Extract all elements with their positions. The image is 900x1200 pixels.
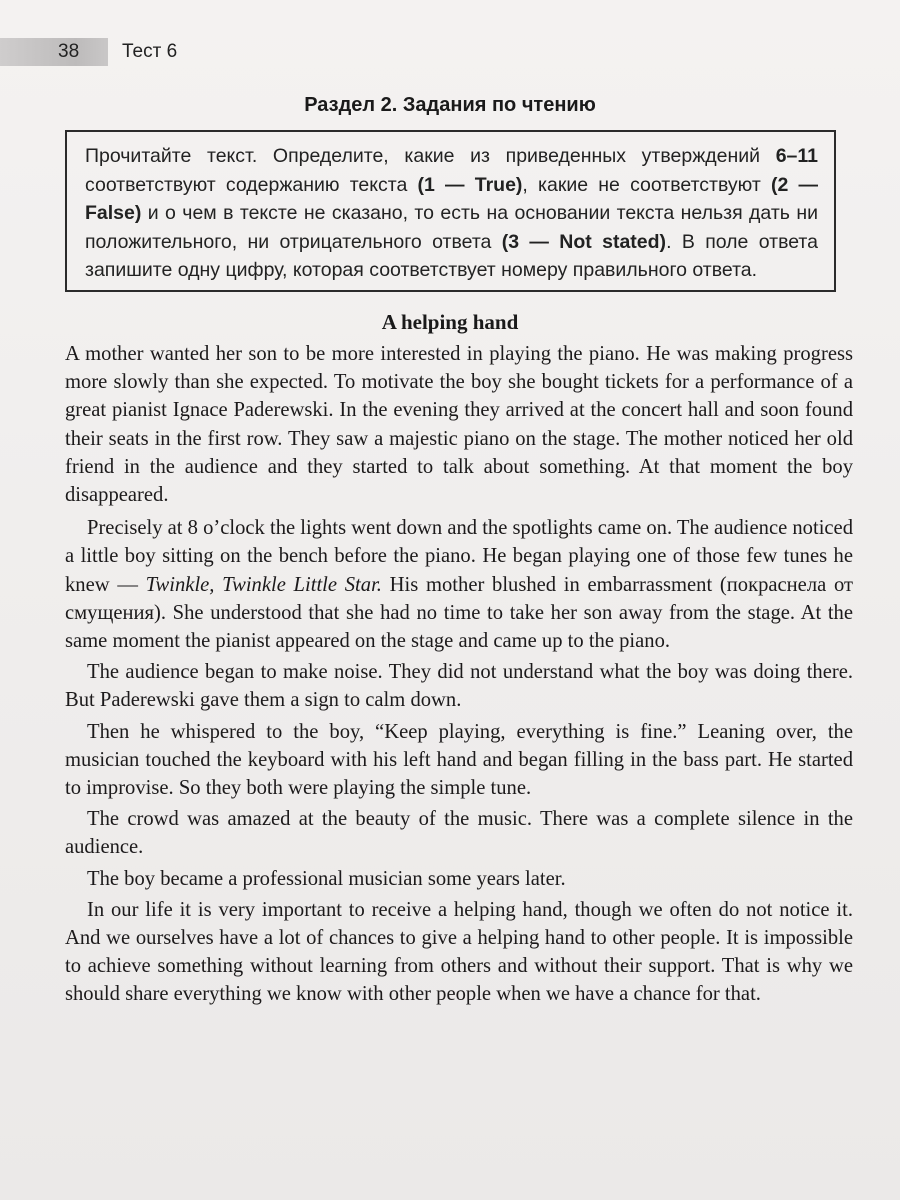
- paragraph-text: His mother blushed in embarrassment (покраснела от смущения). She understood that she had no time to take her son away from the stage. At the same moment the pianist appeared on the stage and came up to the piano.: [65, 573, 853, 653]
- page-number: 38: [58, 41, 80, 62]
- article-paragraph-3: The audience began to make noise. They did not understand what the boy was doing there. But Paderewski gave them a sign to calm down.: [65, 661, 853, 712]
- instruction-box: [65, 130, 836, 292]
- article-title: A helping hand: [381, 310, 519, 334]
- article-paragraph-2: [65, 514, 853, 655]
- instruction-not-stated: (3 — Not stated): [501, 230, 667, 253]
- song-title: Twinkle, Twinkle Little Star.: [145, 573, 382, 596]
- instruction-text: . В поле ответа запишите одну цифру, которая соответствует номеру правильного ответа.: [85, 230, 818, 281]
- test-label: Тест 6: [122, 41, 178, 62]
- paragraph-text: Precisely at 8 o’clock the lights went down and the spotlights came on. The audience noticed a little boy sitting on the bench before the piano. He began playing one of those few tunes he knew —: [65, 517, 853, 596]
- instruction-text: Прочитайте текст. Определите, какие из приведенных утверждений: [85, 145, 776, 167]
- instruction-true: (1 — True): [417, 173, 523, 196]
- article-paragraph-1: A mother wanted her son to be more interested in playing the piano. He was making progress more slowly than she expected. To motivate the boy she bought tickets for a performance of a great pianist Ignace Paderewski. In the evening they arrived at the concert hall and soon found their seats in the first row. They saw a majestic piano on the stage. The mother noticed her old friend in the audience and they started to talk about something. At that moment the boy disappeared.: [65, 343, 853, 507]
- article-paragraph-6: The boy became a professional musician some years later.: [87, 867, 566, 890]
- instruction-text: соответствуют содержанию текста: [85, 173, 418, 196]
- instruction-range: 6–11: [775, 145, 818, 167]
- article-body: [65, 340, 853, 1009]
- instruction-text: и о чем в тексте не сказано, то есть на основании текста нельзя дать ни положительного, ни отрицательного ответа: [85, 202, 818, 253]
- instruction-text: , какие не соответствуют: [522, 173, 771, 196]
- section-title: Раздел 2. Задания по чтению: [304, 94, 596, 116]
- article-paragraph-7: In our life it is very important to receive a helping hand, though we often do not notice it. And we ourselves have a lot of chances to give a helping hand to other people. It is impossible to achieve something without learning from others and without their support. That is why we should share everything we know with other people when we have a chance for that.: [65, 898, 853, 1006]
- running-header: [0, 38, 900, 66]
- header-bar: [0, 38, 108, 66]
- article-paragraph-4: Then he whispered to the boy, “Keep playing, everything is fine.” Leaning over, the musician touched the keyboard with his left hand and began filling in the bass part. He started to improvise. So they both were playing the simple tune.: [65, 720, 853, 800]
- article-paragraph-5: The crowd was amazed at the beauty of the music. There was a complete silence in the audience.: [65, 808, 853, 859]
- instruction-false: (2 — False): [85, 173, 818, 224]
